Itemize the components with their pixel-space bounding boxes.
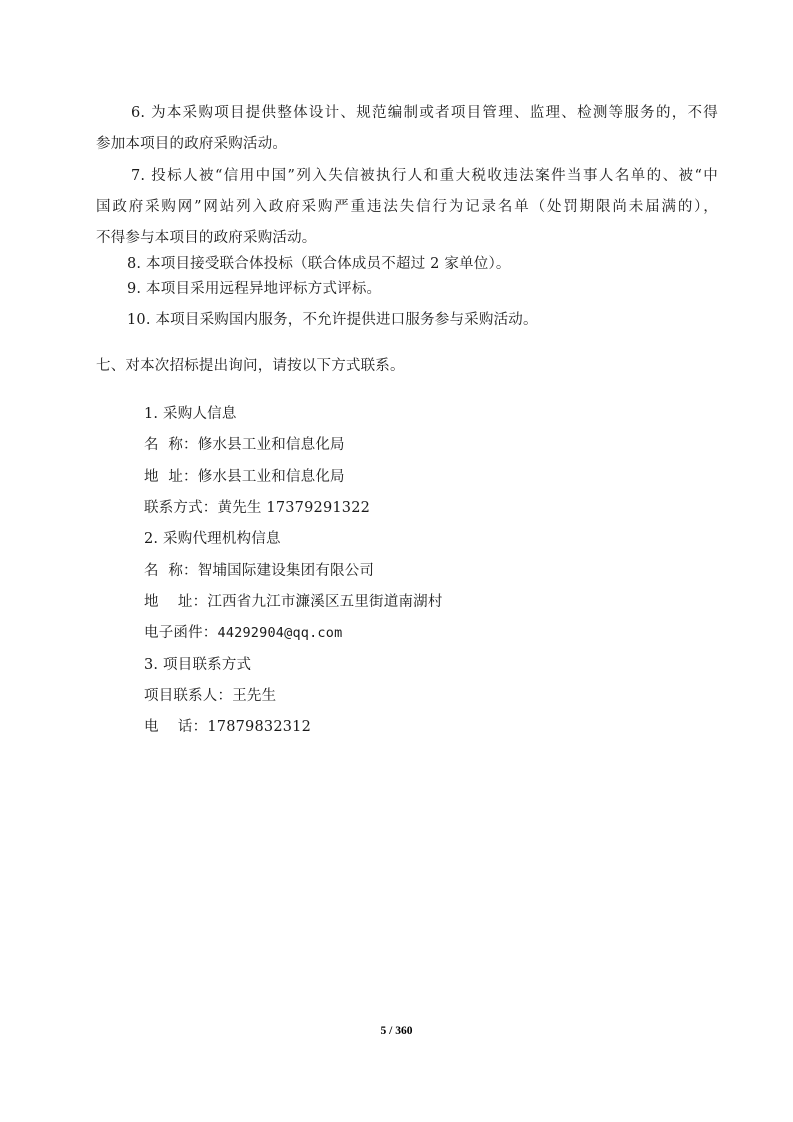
project-contact-phone-label: 电 话：	[144, 719, 208, 735]
agency-email	[144, 623, 342, 643]
item-7-line-3: 不得参与本项目的政府采购活动。	[96, 230, 317, 246]
project-contact-phone	[144, 717, 311, 737]
agency-address-value: 江西省九江市濂溪区五里街道南湖村	[207, 594, 443, 610]
item-7-line-1: 7. 投标人被“信用中国”列入失信被执行人和重大税收违法案件当事人名单的、被“中	[131, 168, 718, 184]
agency-name	[144, 561, 374, 581]
project-contact-person-label: 项目联系人：	[144, 688, 233, 704]
agency-address-label: 地 址：	[144, 594, 208, 610]
purchaser-address-label: 地 址：	[144, 469, 198, 485]
purchaser-contact-label: 联系方式：	[144, 500, 218, 516]
section-7-heading: 七、对本次招标提出询问，请按以下方式联系。	[96, 358, 405, 374]
item-7-line-2: 国政府采购网”网站列入政府采购严重违法失信行为记录名单（处罚期限尚未届满的），	[96, 199, 718, 215]
agency-title: 2. 采购代理机构信息	[144, 531, 281, 547]
purchaser-name-value: 修水县工业和信息化局	[197, 437, 345, 453]
item-8: 8. 本项目接受联合体投标（联合体成员不超过 2 家单位）。	[127, 256, 511, 272]
item-10: 10. 本项目采购国内服务，不允许提供进口服务参与采购活动。	[127, 312, 538, 328]
project-contact-person-value: 王先生	[232, 688, 277, 704]
purchaser-address	[144, 467, 345, 487]
project-contact-person	[144, 686, 276, 706]
agency-name-label: 名 称：	[144, 563, 198, 579]
agency-email-label: 电子函件：	[144, 625, 218, 641]
item-9: 9. 本项目采用远程异地评标方式评标。	[127, 281, 382, 297]
item-6-line-2: 参加本项目的政府采购活动。	[96, 136, 288, 152]
purchaser-contact	[144, 498, 370, 518]
purchaser-name-label: 名 称：	[144, 437, 198, 453]
purchaser-address-value: 修水县工业和信息化局	[197, 469, 345, 485]
page-number: 5 / 360	[380, 1025, 413, 1037]
agency-address	[144, 592, 443, 612]
purchaser-contact-value: 黄先生 17379291322	[217, 500, 371, 516]
project-contact-phone-value: 17879832312	[207, 719, 312, 735]
item-6-line-1: 6. 为本采购项目提供整体设计、规范编制或者项目管理、监理、检测等服务的，不得	[131, 105, 718, 121]
purchaser-name	[144, 435, 345, 455]
purchaser-title: 1. 采购人信息	[144, 406, 237, 422]
agency-name-value: 智埔国际建设集团有限公司	[197, 563, 375, 579]
project-contact-title: 3. 项目联系方式	[144, 657, 252, 673]
agency-email-value[interactable]: 44292904@qq.com	[217, 625, 343, 641]
